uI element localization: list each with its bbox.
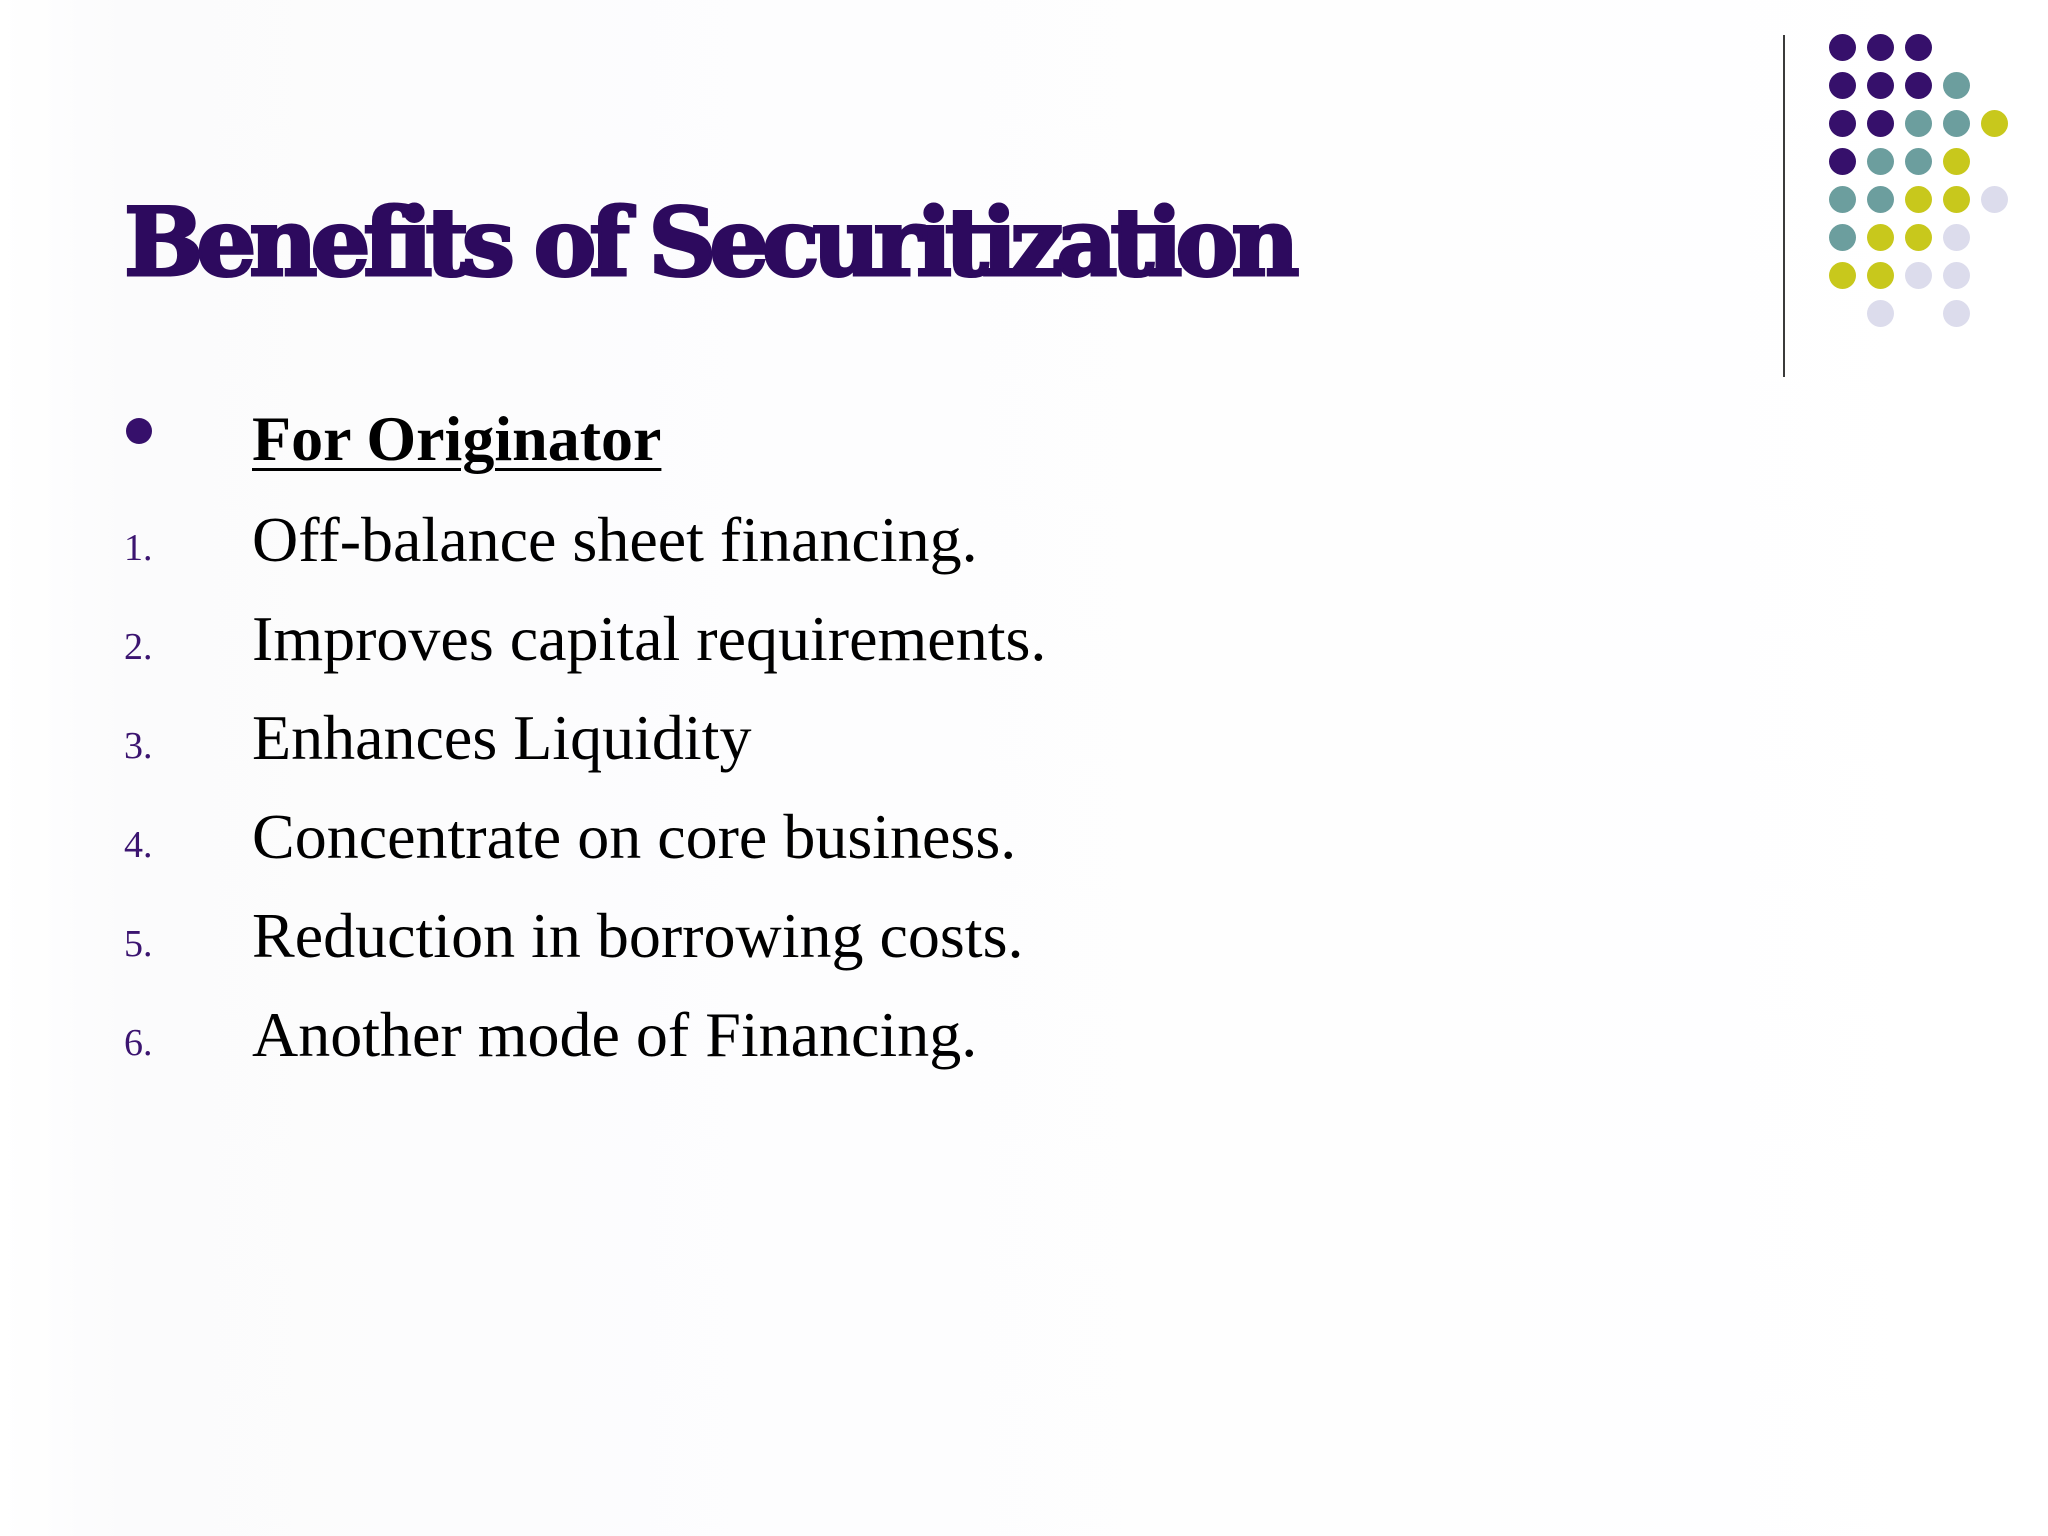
vertical-divider (1783, 35, 1785, 377)
item-text: Concentrate on core business. (252, 801, 1017, 872)
slide-title: Benefits of Securitization (124, 188, 1293, 298)
list-item (0, 802, 1400, 901)
list-item (0, 505, 1400, 604)
item-number: 6. (124, 1022, 153, 1064)
list-item (0, 604, 1400, 703)
item-text: Another mode of Financing. (252, 999, 978, 1070)
item-number: 4. (124, 824, 153, 866)
item-text: Improves capital requirements. (252, 603, 1047, 674)
list-item (0, 901, 1400, 1000)
item-number: 1. (124, 527, 153, 569)
item-number: 2. (124, 626, 153, 668)
item-text: Enhances Liquidity (252, 702, 752, 773)
item-text: Reduction in borrowing costs. (252, 900, 1024, 971)
subheading: For Originator (252, 403, 662, 474)
item-text: Off-balance sheet financing. (252, 504, 978, 575)
item-number: 5. (124, 923, 153, 965)
item-number: 3. (124, 725, 153, 767)
list-item (0, 1000, 1400, 1099)
bullet-dot (126, 418, 152, 444)
benefits-list (0, 505, 1400, 1099)
list-item (0, 703, 1400, 802)
